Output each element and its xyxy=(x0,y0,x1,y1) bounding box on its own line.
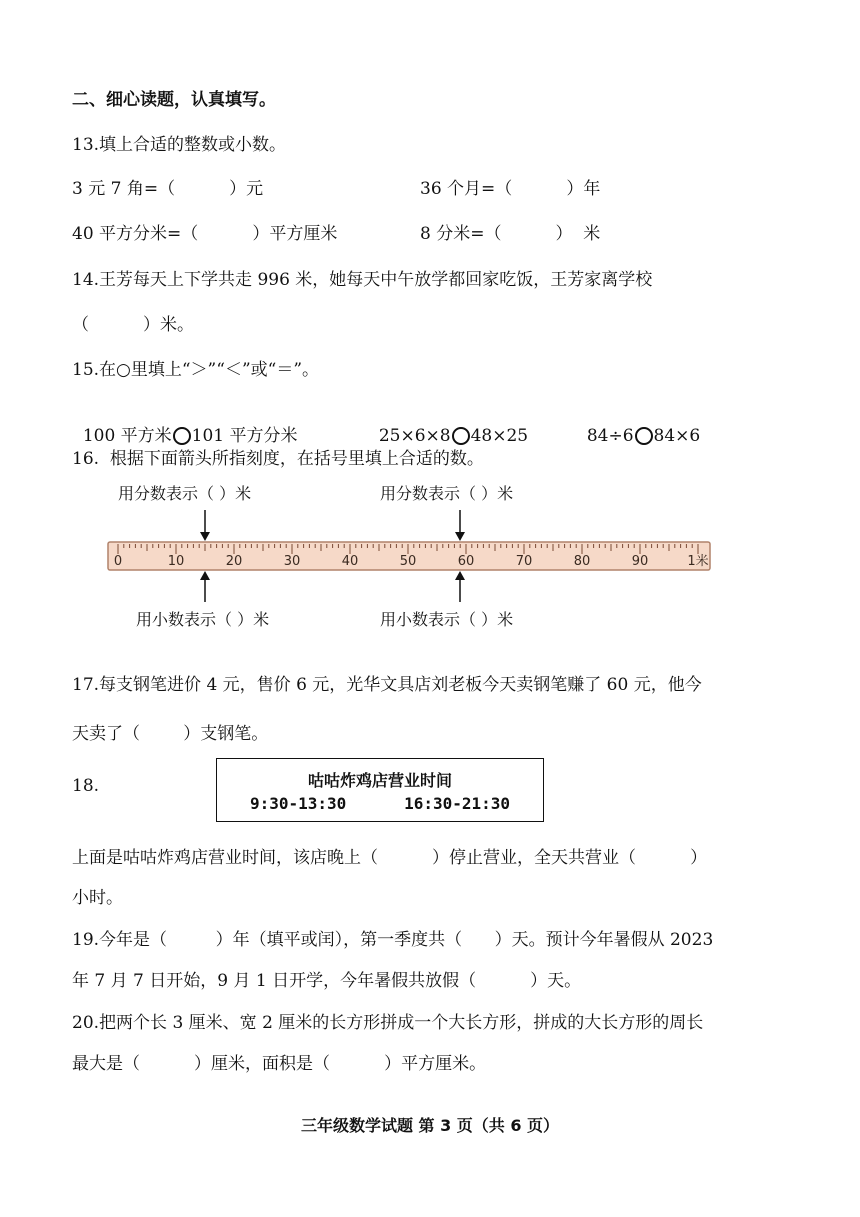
q16-stem: 16. 根据下面箭头所指刻度，在括号里填上合适的数。 xyxy=(72,449,484,469)
q19-line1: 19.今年是（ ）年（填平或闰），第一季度共（ ）天。预计今年暑假从 2023 xyxy=(72,930,714,950)
q13-item-d: 8 分米=（ ） 米 xyxy=(420,224,601,244)
section-title: 二、细心读题，认真填写。 xyxy=(72,90,276,110)
q17-line2: 天卖了（ ）支钢笔。 xyxy=(72,724,269,744)
ruler-tick-label: 20 xyxy=(225,554,243,569)
q15-c-right: 84×6 xyxy=(653,426,701,446)
label-top-left: 用分数表示（ ）米 xyxy=(118,484,252,503)
arrow-up-icon xyxy=(200,571,210,580)
ruler-tick-label: 10 xyxy=(167,554,185,569)
q15-b-left: 25×6×8 xyxy=(378,426,451,446)
business-hours-box xyxy=(216,758,544,822)
q13-stem: 13.填上合适的整数或小数。 xyxy=(72,135,287,155)
ruler-tick-label: 70 xyxy=(515,554,533,569)
ruler-figure xyxy=(100,480,720,640)
q15-compare-a xyxy=(72,403,298,447)
q15-stem: 15.在○里填上“＞”“＜”或“＝”。 xyxy=(72,360,320,380)
q13-item-c: 40 平方分米=（ ）平方厘米 xyxy=(72,224,338,244)
q18-number: 18. xyxy=(72,776,100,796)
q19-line2: 年 7 月 7 日开始，9 月 1 日开学，今年暑假共放假（ ）天。 xyxy=(72,971,582,991)
ruler-tick-label: 60 xyxy=(457,554,475,569)
ruler-tick-label: 30 xyxy=(283,554,301,569)
q15-compare-b xyxy=(368,403,528,447)
q14-line1: 14.王芳每天上下学共走 996 米，她每天中午放学都回家吃饭，王芳家离学校 xyxy=(72,270,653,290)
q18-line1: 上面是咕咕炸鸡店营业时间，该店晚上（ ）停止营业，全天共营业（ ） xyxy=(72,848,708,868)
ruler-tick-label: 1米 xyxy=(687,554,709,569)
arrow-up-icon xyxy=(455,571,465,580)
q15-compare-c xyxy=(576,403,700,447)
q20-line1: 20.把两个长 3 厘米、宽 2 厘米的长方形拼成一个大长方形，拼成的大长方形的周长 xyxy=(72,1013,704,1033)
q20-line2: 最大是（ ）厘米，面积是（ ）平方厘米。 xyxy=(72,1054,487,1074)
business-hours-times: 9:30-13:30 16:30-21:30 xyxy=(249,794,511,813)
label-bottom-right: 用小数表示（ ）米 xyxy=(380,610,514,629)
ruler-tick-label: 80 xyxy=(573,554,591,569)
q15-a-left: 100 平方米 xyxy=(82,426,172,446)
ruler-tick-label: 40 xyxy=(341,554,359,569)
q15-c-left: 84÷6 xyxy=(586,426,634,446)
q14-line2: （ ）米。 xyxy=(72,315,195,335)
q17-line1: 17.每支钢笔进价 4 元，售价 6 元，光华文具店刘老板今天卖钢笔赚了 60 元，他今 xyxy=(72,675,702,695)
q15-a-right: 101 平方分米 xyxy=(191,426,298,446)
q15-b-right: 48×25 xyxy=(470,426,529,446)
page-footer: 三年级数学试题 第 3 页（共 6 页） xyxy=(300,1116,560,1135)
ruler-tick-label: 50 xyxy=(399,554,417,569)
business-hours-title: 咕咕炸鸡店营业时间 xyxy=(307,771,452,790)
ruler-tick-label: 90 xyxy=(631,554,649,569)
label-top-right: 用分数表示（ ）米 xyxy=(380,484,514,503)
compare-circle-icon[interactable] xyxy=(173,427,191,445)
compare-circle-icon[interactable] xyxy=(452,427,470,445)
q18-line2: 小时。 xyxy=(72,888,123,908)
label-bottom-left: 用小数表示（ ）米 xyxy=(136,610,270,629)
q13-item-b: 36 个月=（ ）年 xyxy=(420,179,601,199)
ruler-tick-label: 0 xyxy=(113,554,123,569)
arrow-down-icon xyxy=(200,532,210,541)
compare-circle-icon[interactable] xyxy=(635,427,653,445)
q13-item-a: 3 元 7 角=（ ）元 xyxy=(72,179,264,199)
arrow-down-icon xyxy=(455,532,465,541)
